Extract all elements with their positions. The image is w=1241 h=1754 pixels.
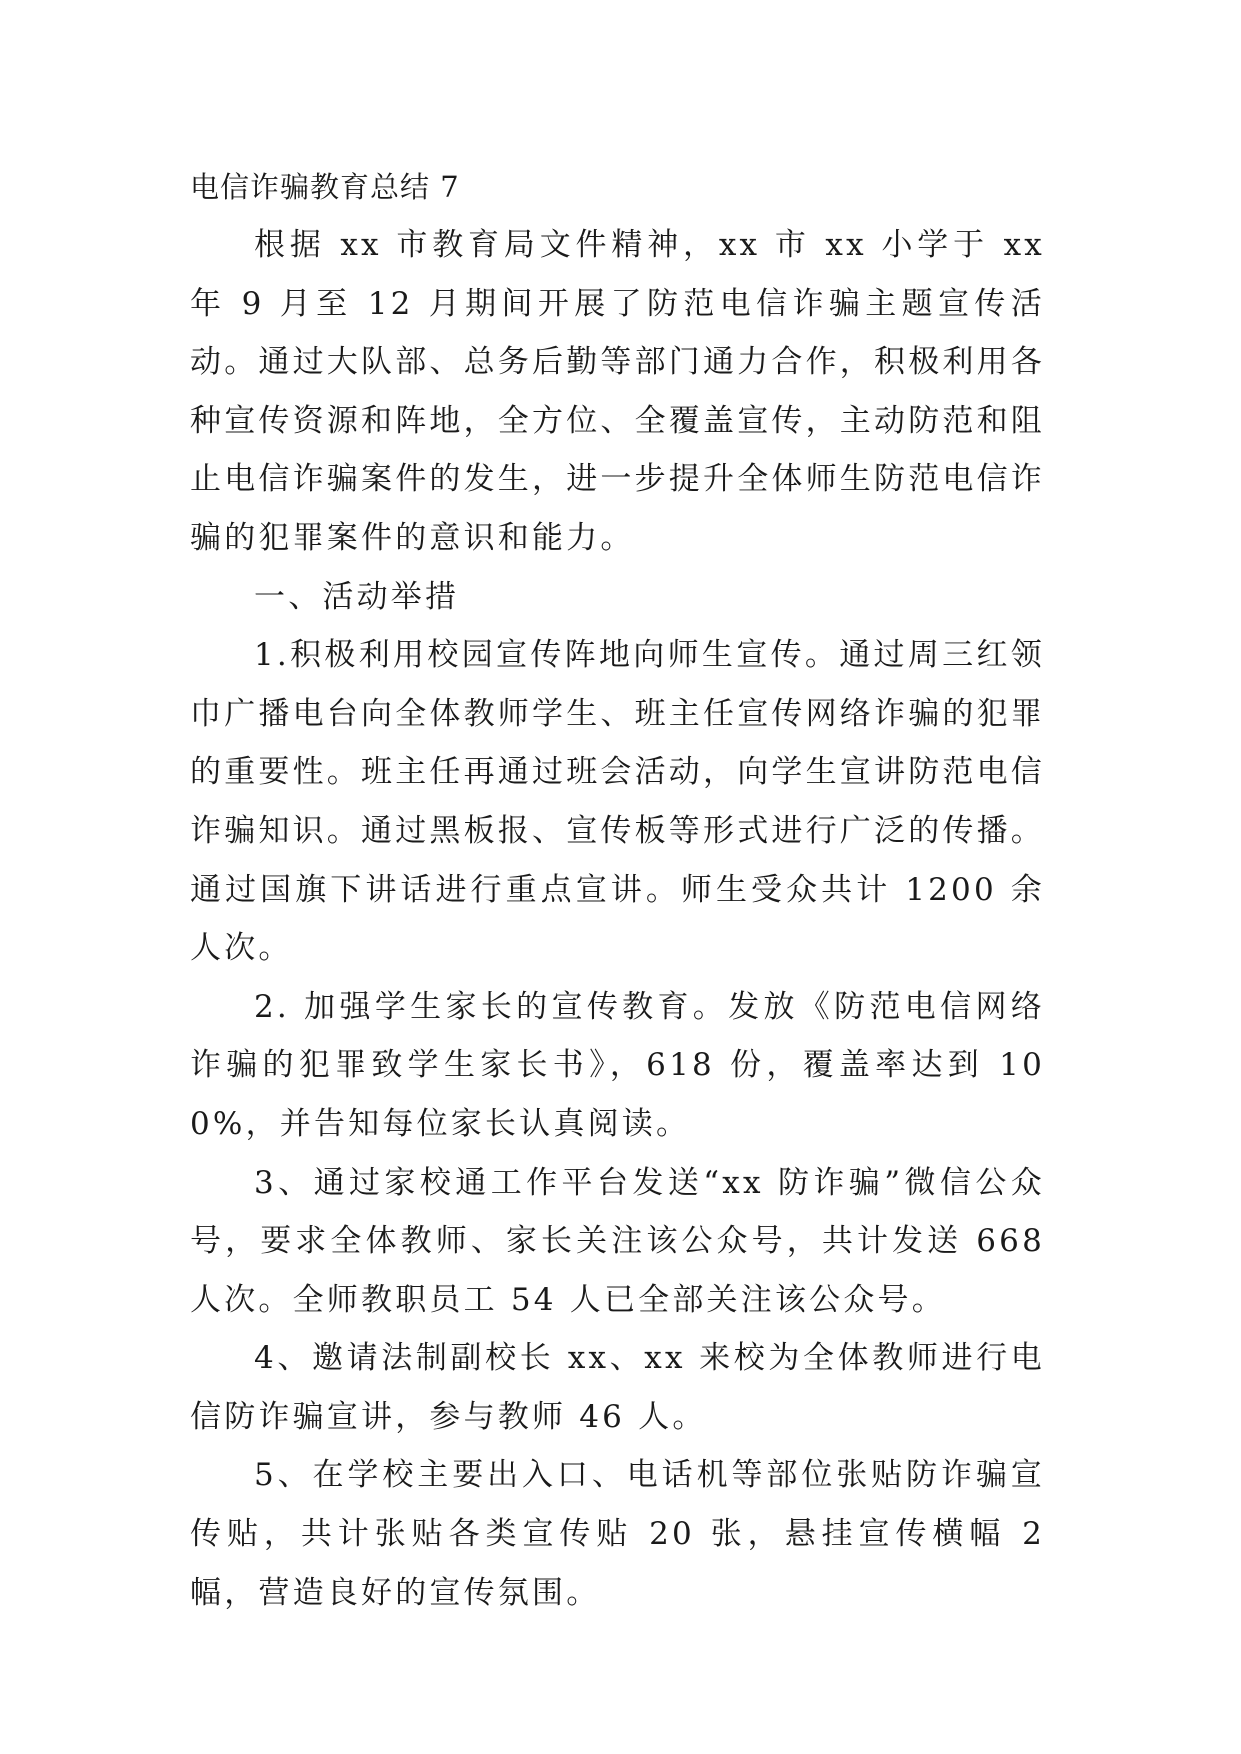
document-title: 电信诈骗教育总结 7 <box>190 170 460 204</box>
document-body <box>190 158 1045 1622</box>
intro-paragraph: 根据 xx 市教育局文件精神，xx 市 xx 小学于 xx 年 9 月至 12 月期间开展了防范电信诈骗主题宣传活动。通过大队部、总务后勤等部门通力合作，积极利用各种宣传资源和阵地，全方位、全覆盖宣传，主动防范和阻止电信诈骗案件的发生，进一步提升全体师生防范电信诈骗的犯罪案件的意识和能力。 <box>190 227 1045 556</box>
section-heading: 一、活动举措 <box>254 578 460 615</box>
measure-item-5: 5、在学校主要出入口、电话机等部位张贴防诈骗宣传贴，共计张贴各类宣传贴 20 张，悬挂宣传横幅 2 幅，营造良好的宣传氛围。 <box>190 1457 1045 1611</box>
measure-item-2: 2. 加强学生家长的宣传教育。发放《防范电信网络诈骗的犯罪致学生家长书》，618 份，覆盖率达到 100%，并告知每位家长认真阅读。 <box>190 988 1045 1142</box>
measure-item-3: 3、通过家校通工作平台发送“xx 防诈骗”微信公众号，要求全体教师、家长关注该公众号，共计发送 668 人次。全师教职员工 54 人已全部关注该公众号。 <box>190 1164 1045 1318</box>
measure-item-1: 1.积极利用校园宣传阵地向师生宣传。通过周三红领巾广播电台向全体教师学生、班主任宣传网络诈骗的犯罪的重要性。班主任再通过班会活动，向学生宣讲防范电信诈骗知识。通过黑板报、宣传板等形式进行广泛的传播。通过国旗下讲话进行重点宣讲。师生受众共计 1200 余人次。 <box>190 637 1045 967</box>
measure-item-4: 4、邀请法制副校长 xx、xx 来校为全体教师进行电信防诈骗宣讲，参与教师 46 人。 <box>190 1340 1045 1435</box>
